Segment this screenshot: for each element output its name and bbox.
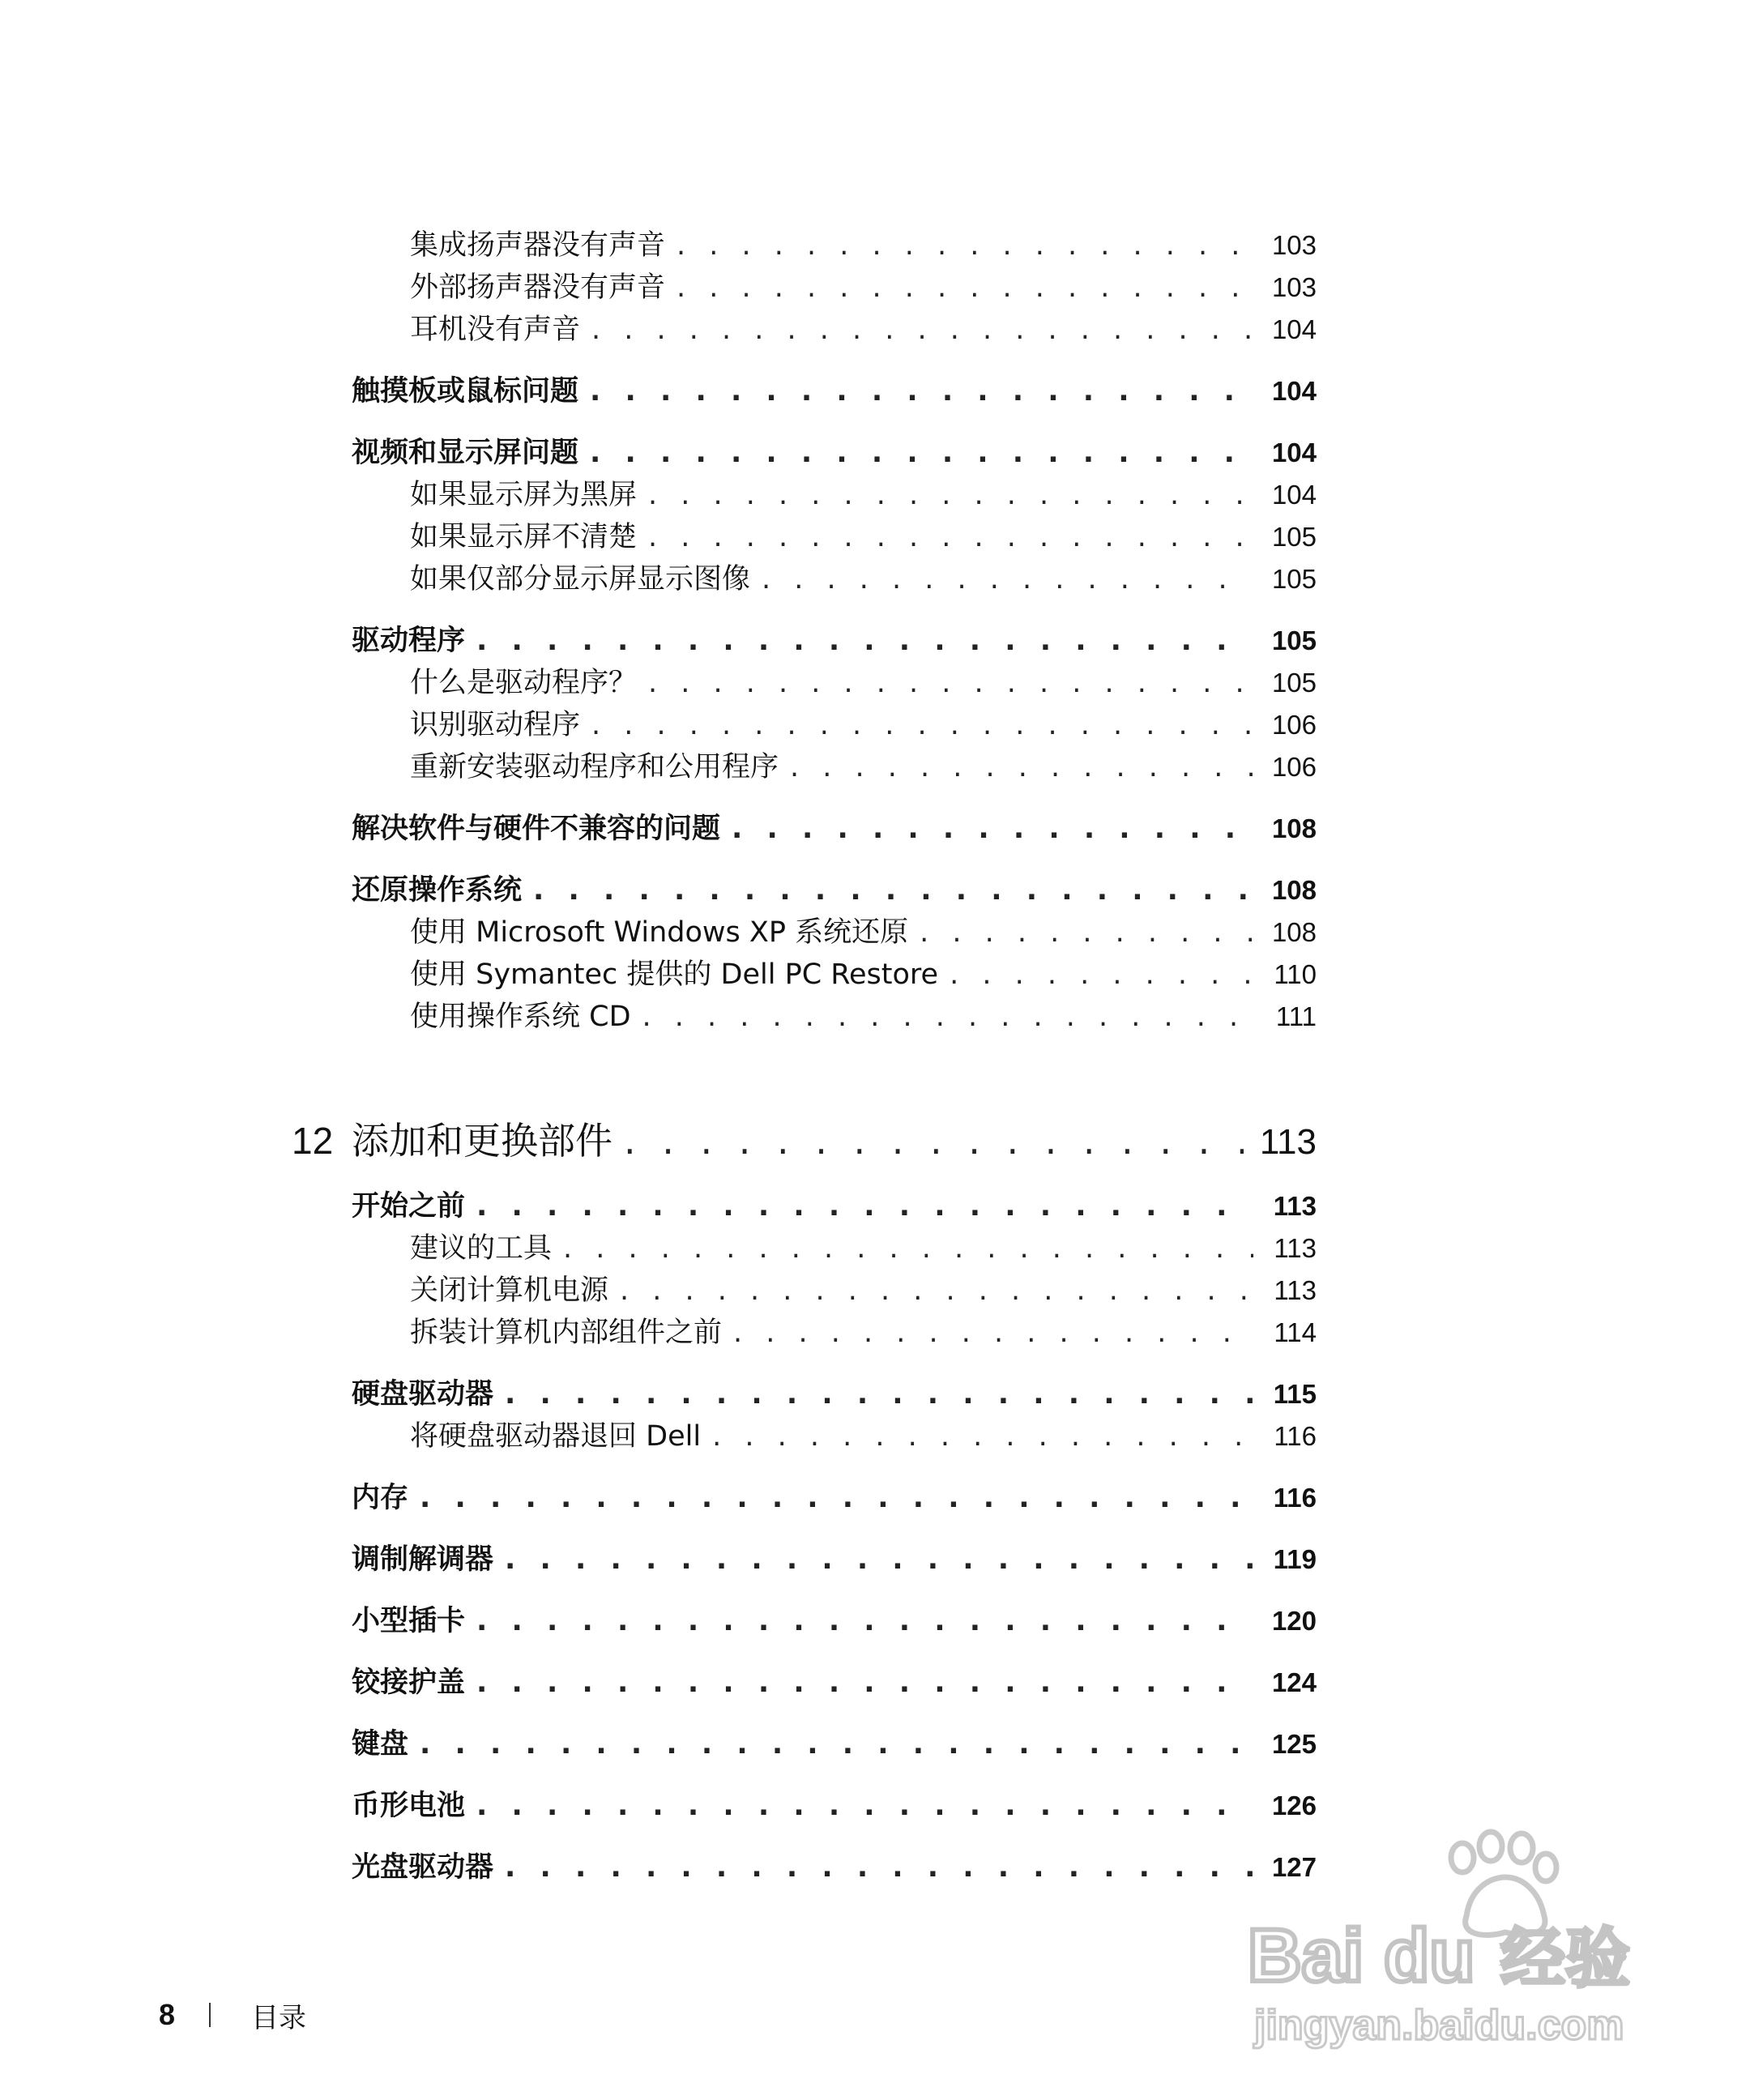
toc-entry-title: 什么是驱动程序？ [410, 667, 638, 699]
toc-entry-sub[interactable] [292, 516, 1317, 558]
toc-entry-sec[interactable] [292, 1846, 1317, 1889]
baidu-jingyan-watermark [1248, 1811, 1669, 2054]
toc-entry-sub[interactable] [292, 996, 1317, 1038]
toc-entry-sec[interactable] [292, 370, 1317, 412]
dot-leader [493, 1539, 1253, 1581]
toc-entry-sec[interactable] [292, 1373, 1317, 1415]
toc-page-number: 127 [1271, 1852, 1317, 1882]
toc-entry-title: 铰接护盖 [352, 1667, 466, 1699]
toc-page-number: 104 [1271, 438, 1317, 467]
toc-entry-sub[interactable] [292, 1415, 1317, 1458]
toc-page-number: 124 [1271, 1667, 1317, 1697]
chapter-number: 12 [292, 1120, 334, 1162]
toc-entry-title: 使用 Symantec 提供的 Dell PC Restore [410, 958, 939, 991]
toc-page-number: 113 [1274, 1233, 1317, 1263]
footer-section-label: 目录 [251, 2001, 307, 2034]
toc-entry-sec[interactable] [292, 869, 1317, 911]
toc-page-number: 106 [1271, 710, 1317, 740]
table-of-contents [292, 224, 1317, 1889]
dot-leader [493, 1846, 1253, 1889]
dot-leader [779, 746, 1253, 788]
dot-leader [908, 911, 1253, 954]
toc-entry-sub[interactable] [292, 1227, 1317, 1270]
toc-entry-chap[interactable] [292, 1111, 1317, 1171]
toc-entry-sub[interactable] [292, 704, 1317, 746]
dot-leader [722, 1312, 1253, 1354]
toc-entry-title: 集成扬声器没有声音 [410, 229, 666, 262]
dot-leader [465, 1185, 1253, 1227]
toc-page-number: 113 [1274, 1275, 1317, 1305]
toc-entry-sub[interactable] [292, 954, 1317, 996]
toc-entry-title: 键盘 [352, 1728, 409, 1761]
toc-page-number: 103 [1271, 230, 1317, 260]
dot-leader [465, 1662, 1253, 1704]
toc-entry-sub[interactable] [292, 558, 1317, 600]
toc-entry-title: 驱动程序 [352, 625, 466, 657]
watermark-url-text: jingyan.baidu.com [1254, 2002, 1624, 2049]
toc-entry-title: 建议的工具 [410, 1232, 553, 1265]
dot-leader [750, 558, 1253, 600]
toc-entry-sub[interactable] [292, 474, 1317, 516]
toc-entry-title: 如果仅部分显示屏显示图像 [410, 563, 751, 595]
toc-entry-title: 外部扬声器没有声音 [410, 271, 666, 304]
dot-leader [701, 1415, 1253, 1458]
dot-leader [938, 954, 1253, 996]
dot-leader [637, 516, 1253, 558]
dot-leader [578, 432, 1253, 474]
toc-page-number: 104 [1271, 314, 1317, 344]
dot-leader [465, 620, 1253, 662]
toc-entry-title: 解决软件与硬件不兼容的问题 [352, 813, 721, 845]
toc-entry-title: 币形电池 [352, 1790, 466, 1822]
toc-entry-title: 小型插卡 [352, 1605, 466, 1637]
toc-page-number: 111 [1275, 1001, 1317, 1031]
toc-entry-sec[interactable] [292, 620, 1317, 662]
toc-entry-title: 重新安装驱动程序和公用程序 [410, 751, 779, 783]
dot-leader [637, 662, 1253, 704]
toc-page-number: 125 [1271, 1729, 1317, 1759]
toc-entry-title: 内存 [352, 1482, 409, 1514]
toc-entry-sec[interactable] [292, 1539, 1317, 1581]
page-number: 8 [159, 1998, 176, 2031]
dot-leader [720, 808, 1253, 850]
svg-text:du: du [1384, 1914, 1475, 1997]
toc-page-number: 108 [1271, 875, 1317, 905]
toc-page-number: 105 [1271, 564, 1317, 594]
toc-page-number: 114 [1274, 1317, 1317, 1347]
toc-entry-sub[interactable] [292, 662, 1317, 704]
toc-entry-title: 拆装计算机内部组件之前 [410, 1317, 723, 1349]
toc-entry-sec[interactable] [292, 1662, 1317, 1704]
toc-entry-title: 添加和更换部件 [352, 1119, 612, 1163]
baidu-paw-logo-icon [1248, 1811, 1669, 2054]
dot-leader [580, 704, 1253, 746]
toc-entry-sec[interactable] [292, 1785, 1317, 1827]
toc-entry-title: 将硬盘驱动器退回 Dell [410, 1420, 702, 1453]
dot-leader [612, 1111, 1244, 1171]
toc-entry-title: 触摸板或鼠标问题 [352, 375, 579, 408]
toc-entry-title: 如果显示屏不清楚 [410, 521, 638, 553]
toc-page-number: 108 [1271, 813, 1317, 843]
toc-page-number: 126 [1271, 1791, 1317, 1820]
toc-page-number: 103 [1271, 272, 1317, 302]
toc-entry-title: 硬盘驱动器 [352, 1378, 494, 1411]
toc-page-number: 108 [1271, 917, 1317, 947]
toc-entry-sub[interactable] [292, 1312, 1317, 1354]
toc-entry-sub[interactable] [292, 309, 1317, 351]
toc-entry-title: 光盘驱动器 [352, 1851, 494, 1884]
dot-leader [522, 869, 1253, 911]
dot-leader [665, 267, 1253, 309]
toc-entry-sub[interactable] [292, 746, 1317, 788]
dot-leader [552, 1227, 1253, 1270]
dot-leader [493, 1373, 1253, 1415]
dot-leader [580, 309, 1253, 351]
page-footer [159, 1995, 306, 2035]
toc-page-number: 106 [1271, 752, 1317, 782]
toc-entry-sub[interactable] [292, 1270, 1317, 1312]
toc-page-number: 105 [1271, 625, 1317, 655]
toc-entry-title: 使用 Microsoft Windows XP 系统还原 [410, 916, 909, 949]
svg-text:经验: 经验 [1500, 1921, 1630, 1996]
toc-entry-title: 还原操作系统 [352, 874, 523, 907]
watermark-brand-text: Bai [1248, 1914, 1364, 1997]
toc-page-number: 105 [1271, 522, 1317, 552]
dot-leader [637, 474, 1253, 516]
dot-leader [665, 224, 1253, 267]
toc-entry-title: 如果显示屏为黑屏 [410, 479, 638, 511]
toc-entry-title: 关闭计算机电源 [410, 1274, 609, 1307]
dot-leader [408, 1723, 1253, 1765]
toc-page-number: 119 [1273, 1544, 1317, 1574]
toc-page-number: 120 [1271, 1606, 1317, 1636]
toc-page-number: 115 [1273, 1379, 1317, 1409]
dot-leader [465, 1600, 1253, 1642]
toc-entry-sub[interactable] [292, 267, 1317, 309]
toc-entry-sub[interactable] [292, 224, 1317, 267]
toc-entry-sec[interactable] [292, 808, 1317, 850]
footer-divider [209, 2003, 211, 2027]
toc-page-number: 113 [1259, 1122, 1317, 1162]
toc-entry-sub[interactable] [292, 911, 1317, 954]
toc-entry-sec[interactable] [292, 1723, 1317, 1765]
toc-entry-sec[interactable] [292, 1600, 1317, 1642]
toc-page-number: 104 [1271, 480, 1317, 510]
dot-leader [408, 1477, 1253, 1519]
toc-page-number: 116 [1273, 1483, 1317, 1513]
dot-leader [631, 996, 1253, 1038]
toc-entry-title: 使用操作系统 CD [410, 1001, 631, 1033]
toc-page-number: 110 [1274, 959, 1317, 989]
toc-page-number: 104 [1271, 376, 1317, 406]
toc-entry-sec[interactable] [292, 1477, 1317, 1519]
toc-entry-sec[interactable] [292, 432, 1317, 474]
toc-entry-sec[interactable] [292, 1185, 1317, 1227]
toc-page-number: 116 [1274, 1421, 1317, 1451]
toc-entry-title: 开始之前 [352, 1190, 466, 1223]
toc-page-number: 105 [1271, 668, 1317, 698]
toc-page-number: 113 [1273, 1191, 1317, 1221]
dot-leader [578, 370, 1253, 412]
toc-entry-title: 识别驱动程序 [410, 709, 581, 741]
dot-leader [608, 1270, 1253, 1312]
toc-entry-title: 耳机没有声音 [410, 314, 581, 346]
toc-entry-title: 调制解调器 [352, 1543, 494, 1576]
dot-leader [465, 1785, 1253, 1827]
toc-entry-title: 视频和显示屏问题 [352, 437, 579, 469]
